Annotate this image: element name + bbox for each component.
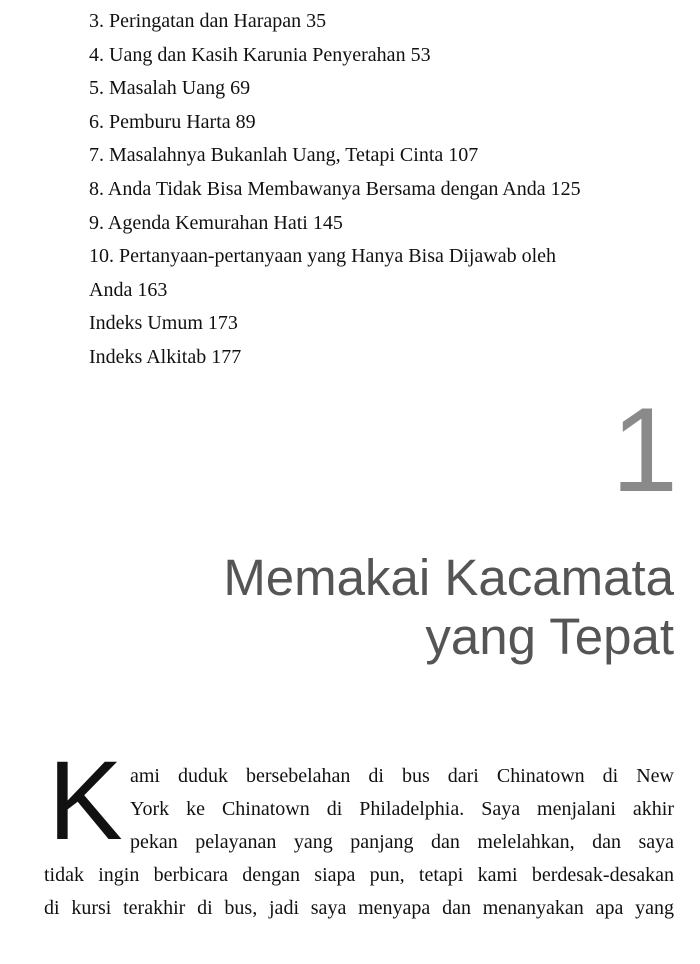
body-line-4: tidak ingin berbicara dengan siapa pun, tetapi kami berdesak-desakan: [44, 864, 674, 886]
toc-entry-bible-index: Indeks Alkitab 177: [89, 345, 242, 368]
toc-entry-3: 3. Peringatan dan Harapan 35: [89, 10, 327, 32]
body-line-5: di kursi terakhir di bus, jadi saya menyapa dan menanyakan apa yang: [44, 897, 674, 919]
drop-cap: K: [48, 738, 123, 863]
toc-entry-10-continued: Anda 163: [89, 278, 168, 301]
body-line-2: York ke Chinatown di Philadelphia. Saya menjalani akhir: [130, 798, 674, 820]
chapter-title-line-2: yang Tepat: [425, 608, 674, 665]
chapter-title: [223, 548, 674, 666]
chapter-number: 1: [611, 383, 678, 517]
toc-entry-9: 9. Agenda Kemurahan Hati 145: [89, 211, 343, 234]
toc-entry-general-index: Indeks Umum 173: [89, 312, 238, 335]
table-of-contents: [89, 5, 649, 375]
toc-entry-5: 5. Masalah Uang 69: [89, 77, 251, 100]
toc-entry-7: 7. Masalahnya Bukanlah Uang, Tetapi Cinta 107: [89, 144, 479, 167]
toc-entry-10: 10. Pertanyaan-pertanyaan yang Hanya Bisa Dijawab oleh: [89, 245, 557, 268]
body-paragraph: [44, 738, 674, 925]
chapter-title-line-1: Memakai Kacamata: [223, 549, 674, 606]
body-line-1: ami duduk bersebelahan di bus dari Chinatown di New: [130, 765, 674, 787]
toc-entry-8: 8. Anda Tidak Bisa Membawanya Bersama dengan Anda 125: [89, 177, 581, 200]
body-line-3: pekan pelayanan yang panjang dan melelahkan, dan saya: [130, 831, 674, 853]
toc-entry-4: 4. Uang dan Kasih Karunia Penyerahan 53: [89, 43, 431, 66]
toc-entry-6: 6. Pemburu Harta 89: [89, 110, 256, 133]
